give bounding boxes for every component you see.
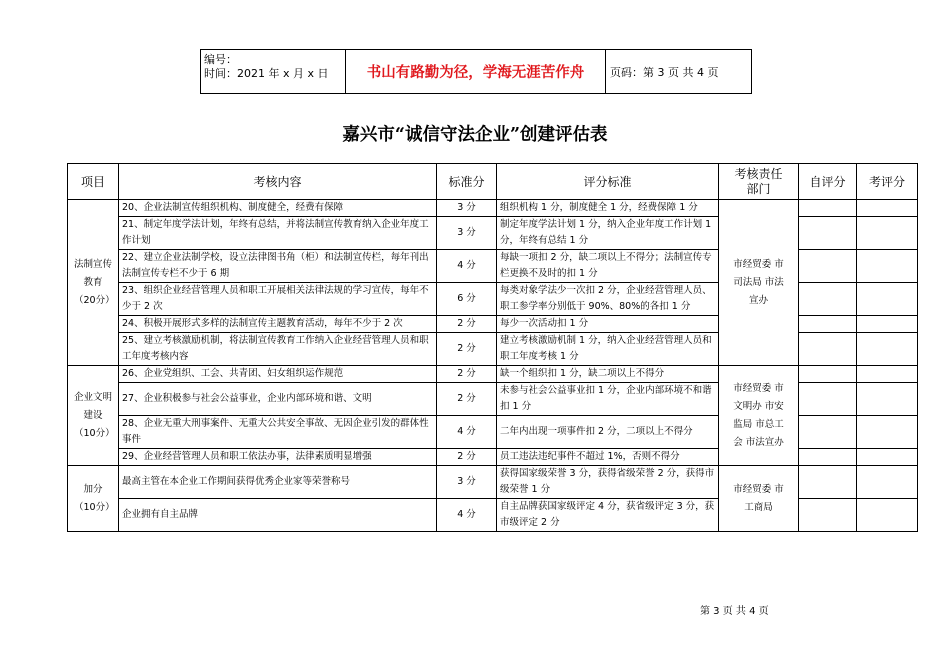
table-row (68, 466, 918, 499)
content-cell: 29、企业经营管理人员和职工依法办事，法律素质明显增强 (119, 449, 437, 466)
criteria-cell: 缺一个组织扣 1 分，缺二项以上不得分 (497, 366, 719, 383)
col-check: 考评分 (857, 164, 918, 200)
score-cell: 3 分 (437, 466, 497, 499)
table-row (68, 366, 918, 383)
score-cell: 4 分 (437, 416, 497, 449)
self-score-cell[interactable] (799, 466, 857, 499)
col-criteria: 评分标准 (497, 164, 719, 200)
check-score-cell[interactable] (857, 200, 918, 217)
time-label: 时间：2021 年 x 月 x 日 (204, 67, 329, 80)
col-content: 考核内容 (119, 164, 437, 200)
content-cell: 企业拥有自主品牌 (119, 499, 437, 532)
self-score-cell[interactable] (799, 499, 857, 532)
self-score-cell[interactable] (799, 449, 857, 466)
check-score-cell[interactable] (857, 466, 918, 499)
criteria-cell: 组织机构 1 分，制度健全 1 分，经费保障 1 分 (497, 200, 719, 217)
check-score-cell[interactable] (857, 366, 918, 383)
self-score-cell[interactable] (799, 283, 857, 316)
dept-cell: 市经贸委 市文明办 市安监局 市总工会 市法宣办 (719, 366, 799, 466)
check-score-cell[interactable] (857, 316, 918, 333)
self-score-cell[interactable] (799, 416, 857, 449)
criteria-cell: 自主品牌获国家级评定 4 分，获省级评定 3 分，获市级评定 2 分 (497, 499, 719, 532)
score-cell: 4 分 (437, 499, 497, 532)
dept-cell: 市经贸委 市工商局 (719, 466, 799, 532)
self-score-cell[interactable] (799, 217, 857, 250)
page-title: 嘉兴市“诚信守法企业”创建评估表 (342, 125, 608, 145)
number-label: 编号： (204, 53, 237, 66)
score-cell: 6 分 (437, 283, 497, 316)
category-cell: 法制宣传教育（20分） (68, 200, 119, 366)
criteria-cell: 每少一次活动扣 1 分 (497, 316, 719, 333)
table-row (68, 200, 918, 217)
score-cell: 2 分 (437, 316, 497, 333)
col-item: 项目 (68, 164, 119, 200)
criteria-cell: 建立考核激励机制 1 分，纳入企业经营管理人员和职工年度考核 1 分 (497, 333, 719, 366)
page-footer: 第 3 页 共 4 页 (700, 606, 769, 617)
criteria-cell: 每类对象学法少一次扣 2 分，企业经营管理人员、职工参学率分别低于 90%、80%的各扣 1 分 (497, 283, 719, 316)
self-score-cell[interactable] (799, 333, 857, 366)
self-score-cell[interactable] (799, 250, 857, 283)
content-cell: 28、企业无重大刑事案件、无重大公共安全事故、无因企业引发的群体性事件 (119, 416, 437, 449)
check-score-cell[interactable] (857, 383, 918, 416)
criteria-cell: 获得国家级荣誉 3 分，获得省级荣誉 2 分，获得市级荣誉 1 分 (497, 466, 719, 499)
category-cell: 加分（10分） (68, 466, 119, 532)
self-score-cell[interactable] (799, 316, 857, 333)
self-score-cell[interactable] (799, 366, 857, 383)
content-cell: 20、企业法制宣传组织机构、制度健全，经费有保障 (119, 200, 437, 217)
page-label: 页码：第 3 页 共 4 页 (610, 65, 719, 79)
content-cell: 26、企业党组织、工会、共青团、妇女组织运作规范 (119, 366, 437, 383)
col-self: 自评分 (799, 164, 857, 200)
criteria-cell: 制定年度学法计划 1 分，纳入企业年度工作计划 1 分，年终有总结 1 分 (497, 217, 719, 250)
content-cell: 25、建立考核激励机制，将法制宣传教育工作纳入企业经营管理人员和职工年度考核内容 (119, 333, 437, 366)
content-cell: 27、企业积极参与社会公益事业，企业内部环境和谐、文明 (119, 383, 437, 416)
content-cell: 24、积极开展形式多样的法制宣传主题教育活动，每年不少于 2 次 (119, 316, 437, 333)
score-cell: 3 分 (437, 200, 497, 217)
check-score-cell[interactable] (857, 416, 918, 449)
dept-cell: 市经贸委 市司法局 市法宣办 (719, 200, 799, 366)
score-cell: 4 分 (437, 250, 497, 283)
check-score-cell[interactable] (857, 499, 918, 532)
content-cell: 最高主管在本企业工作期间获得优秀企业家等荣誉称号 (119, 466, 437, 499)
category-cell: 企业文明建设（10分） (68, 366, 119, 466)
motto: 书山有路勤为径，学海无涯苦作舟 (346, 50, 606, 93)
score-cell: 2 分 (437, 383, 497, 416)
score-cell: 2 分 (437, 366, 497, 383)
check-score-cell[interactable] (857, 333, 918, 366)
content-cell: 22、建立企业法制学校，设立法律图书角（柜）和法制宣传栏，每年刊出法制宣传专栏不少于 6 期 (119, 250, 437, 283)
col-std: 标准分 (437, 164, 497, 200)
score-cell: 2 分 (437, 449, 497, 466)
score-cell: 2 分 (437, 333, 497, 366)
content-cell: 23、组织企业经营管理人员和职工开展相关法律法规的学习宣传，每年不少于 2 次 (119, 283, 437, 316)
content-cell: 21、制定年度学法计划，年终有总结，并将法制宣传教育纳入企业年度工作计划 (119, 217, 437, 250)
header-meta (201, 50, 346, 93)
check-score-cell[interactable] (857, 250, 918, 283)
check-score-cell[interactable] (857, 449, 918, 466)
criteria-cell: 员工违法违纪事件不超过 1%，否则不得分 (497, 449, 719, 466)
criteria-cell: 二年内出现一项事件扣 2 分，二项以上不得分 (497, 416, 719, 449)
evaluation-table (67, 163, 918, 532)
criteria-cell: 未参与社会公益事业扣 1 分，企业内部环境不和谐扣 1 分 (497, 383, 719, 416)
score-cell: 3 分 (437, 217, 497, 250)
self-score-cell[interactable] (799, 200, 857, 217)
criteria-cell: 每缺一项扣 2 分，缺二项以上不得分；法制宣传专栏更换不及时的扣 1 分 (497, 250, 719, 283)
check-score-cell[interactable] (857, 283, 918, 316)
table-header-row (68, 164, 918, 200)
col-dept: 考核责任部门 (719, 164, 799, 200)
self-score-cell[interactable] (799, 383, 857, 416)
document-header (200, 49, 752, 94)
check-score-cell[interactable] (857, 217, 918, 250)
